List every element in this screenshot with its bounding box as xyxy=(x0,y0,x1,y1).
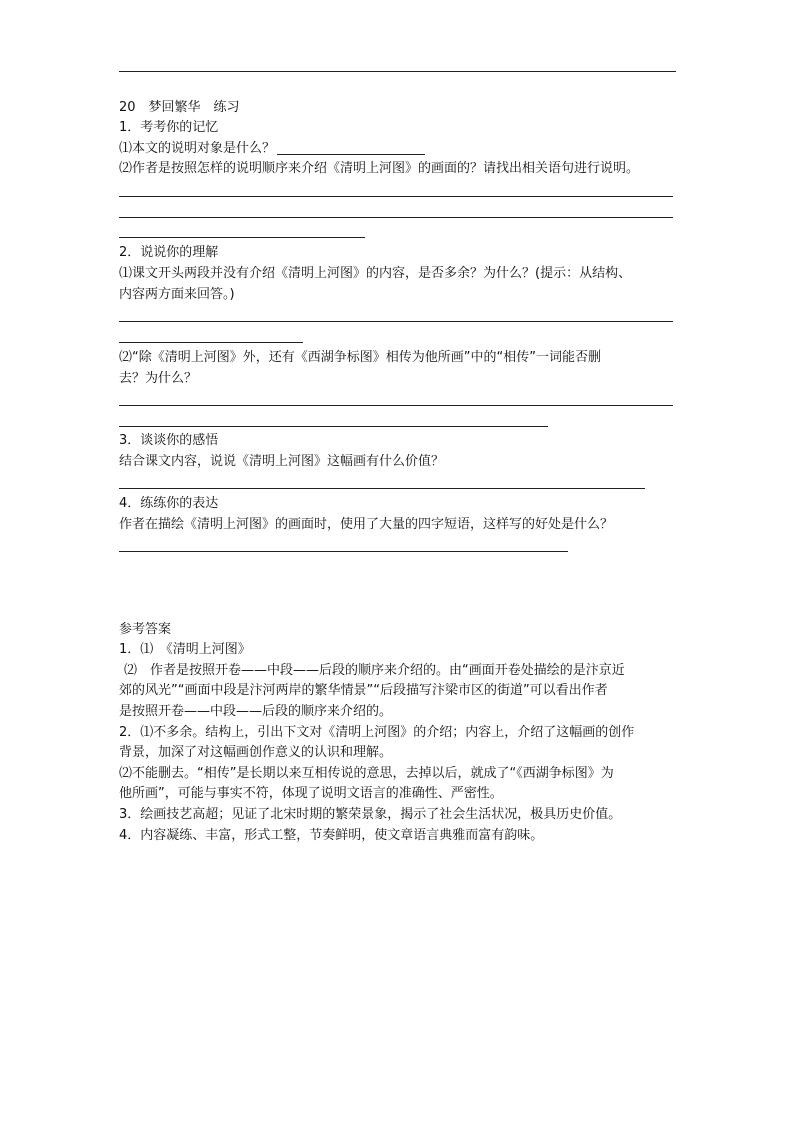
q4-part1: 作者在描绘《清明上河图》的画面时，使用了大量的四字短语，这样写的好处是什么？ xyxy=(119,517,614,532)
q1-part1-answer-blank[interactable] xyxy=(277,141,425,155)
answer-line[interactable] xyxy=(119,196,673,197)
q1-part1 xyxy=(119,139,425,158)
answer-2-2-line1: ⑵不能删去。“相传”是长期以来互相传说的意思，去掉以后，就成了“《西湖争标图》为 xyxy=(119,766,614,781)
answer-3: 3．绘画技艺高超；见证了北宋时期的繁荣景象，揭示了社会生活状况，极具历史价值。 xyxy=(119,807,622,822)
answer-1-2-line2: 郊的风光”“画面中段是汴河两岸的繁华情景”“后段描写汴梁市区的街道”可以看出作者 xyxy=(119,683,608,698)
q3-part1: 结合课文内容，说说《清明上河图》这幅画有什么价值？ xyxy=(119,454,445,469)
answer-1-2-line3: 是按照开卷——中段——后段的顺序来介绍的。 xyxy=(119,704,393,719)
answer-1-1: 1．⑴ 《清明上河图》 xyxy=(119,642,251,657)
q1-part2: ⑵作者是按照怎样的说明顺序来介绍《清明上河图》的画面的？请找出相关语句进行说明。 xyxy=(119,161,640,176)
answer-2-2-line2: 他所画”，可能与事实不符，体现了说明文语言的准确性、严密性。 xyxy=(119,786,503,801)
q1-part1-text: ⑴本文的说明对象是什么？ xyxy=(119,141,276,156)
q2-part2-line2: 去？为什么？ xyxy=(119,371,198,386)
q2-heading: 2．说说你的理解 xyxy=(119,245,219,260)
q2-part1-line2: 内容两方面来回答。) xyxy=(119,287,235,302)
q2-part1-line1: ⑴课文开头两段并没有介绍《清明上河图》的内容，是否多余？为什么？(提示：从结构、 xyxy=(119,266,632,281)
answers-heading: 参考答案 xyxy=(119,622,172,637)
answer-line[interactable] xyxy=(119,551,568,552)
answer-2-1-line1: 2．⑴不多余。结构上，引出下文对《清明上河图》的介绍；内容上，介绍了这幅画的创作 xyxy=(119,725,635,740)
answer-line[interactable] xyxy=(119,488,645,489)
answer-4: 4．内容凝练、丰富，形式工整，节奏鲜明，使文章语言典雅而富有韵味。 xyxy=(119,828,544,843)
answer-line[interactable] xyxy=(119,426,548,427)
q2-part2-line1: ⑵“除《清明上河图》外，还有《西湖争标图》相传为他所画”中的“相传”一词能否删 xyxy=(119,350,601,365)
answer-line[interactable] xyxy=(119,237,365,238)
answer-2-1-line2: 背景，加深了对这幅画创作意义的认识和理解。 xyxy=(119,745,393,760)
exercise-title: 20 梦回繁华 练习 xyxy=(119,100,240,115)
top-rule xyxy=(119,71,676,72)
answer-line[interactable] xyxy=(119,217,673,218)
q1-heading: 1．考考你的记忆 xyxy=(119,120,219,135)
q4-heading: 4．练练你的表达 xyxy=(119,496,219,511)
answer-line[interactable] xyxy=(119,405,673,406)
answer-1-2-line1: ⑵ 作者是按照开卷——中段——后段的顺序来介绍的。由“画面开卷处描绘的是汴京近 xyxy=(124,663,625,678)
answer-line[interactable] xyxy=(119,342,303,343)
answer-line[interactable] xyxy=(119,321,673,322)
q3-heading: 3．谈谈你的感悟 xyxy=(119,433,219,448)
